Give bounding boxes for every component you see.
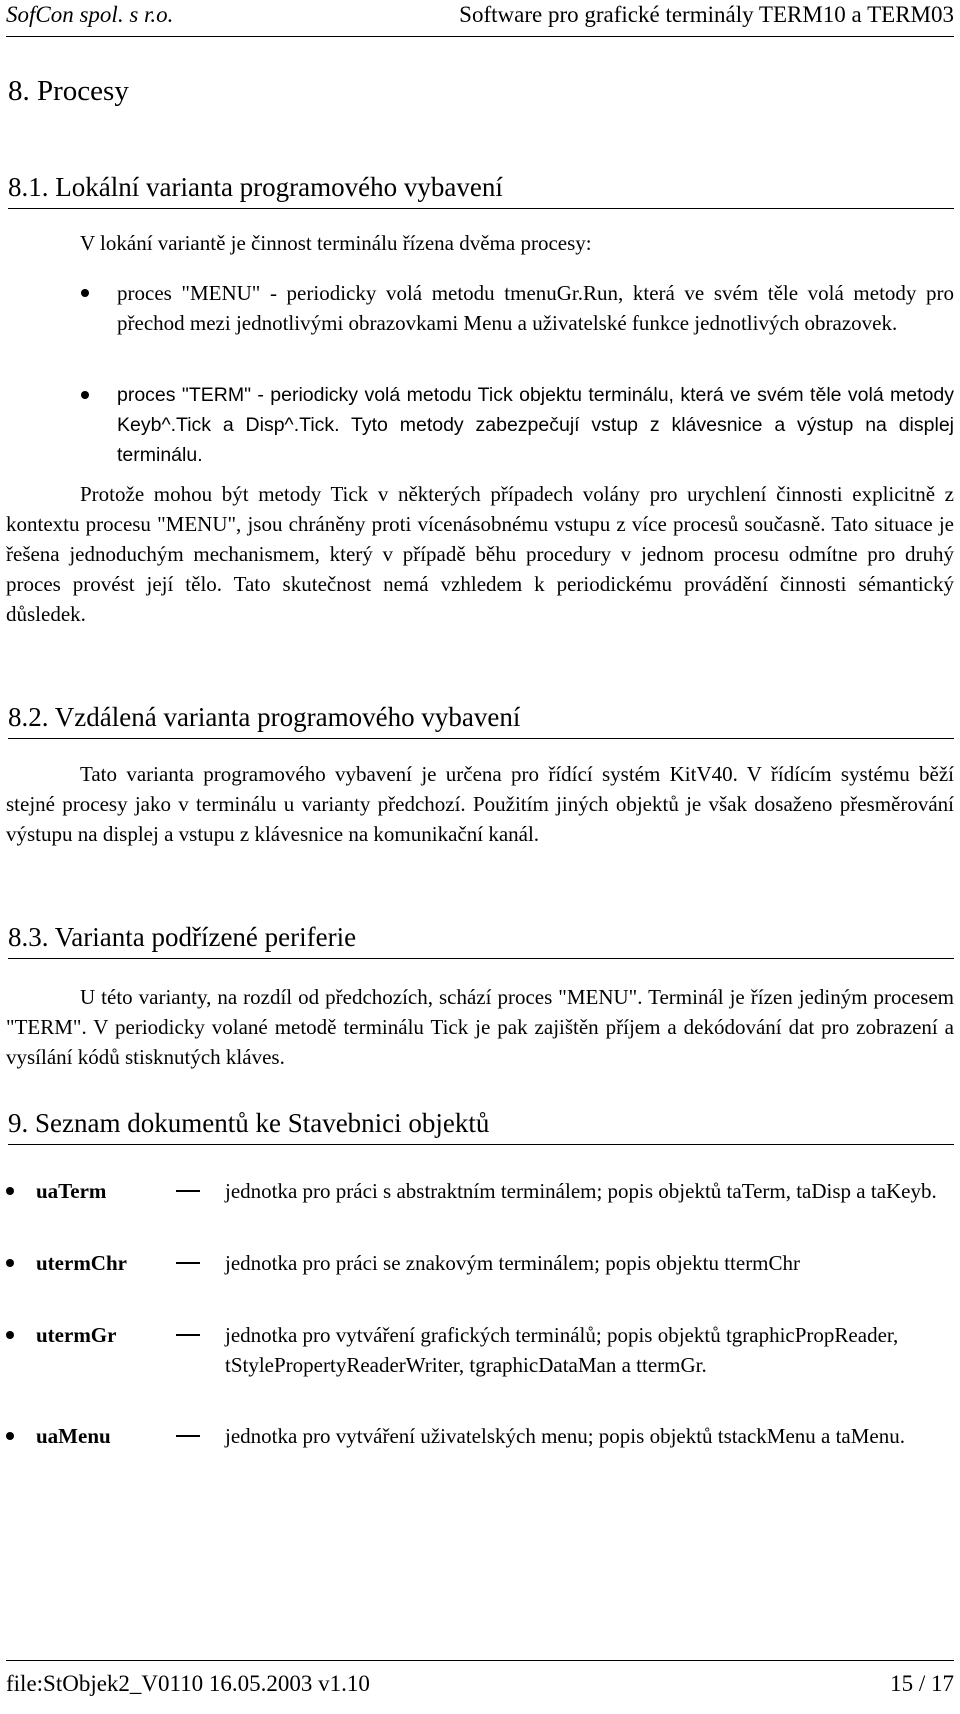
section-8-1-paragraph bbox=[6, 479, 954, 629]
unit-name: uaTerm bbox=[36, 1179, 107, 1203]
section-8-2-paragraph bbox=[6, 759, 954, 849]
dash-separator bbox=[176, 1334, 200, 1336]
section-9-heading: 9. Seznam dokumentů ke Stavebnici objektů bbox=[8, 1106, 954, 1145]
bullet-dot bbox=[6, 1187, 14, 1195]
page-header bbox=[6, 0, 954, 37]
section-8-heading: 8. Procesy bbox=[8, 75, 129, 107]
unit-description: jednotka pro práci s abstraktním terminálem; popis objektů taTerm, taDisp a taKeyb. bbox=[225, 1179, 937, 1203]
section-8-1-heading: 8.1. Lokální varianta programového vybavení bbox=[8, 170, 954, 209]
unit-name: uaMenu bbox=[36, 1424, 111, 1448]
file-info: file:StObjek2_V0110 16.05.2003 v1.10 bbox=[6, 1671, 370, 1696]
section-8-2-heading: 8.2. Vzdálená varianta programového vybavení bbox=[8, 700, 954, 739]
company-name: SofCon spol. s r.o. bbox=[6, 2, 174, 27]
unit-description: jednotka pro práci se znakovým terminálem; popis objektu ttermChr bbox=[225, 1251, 801, 1275]
bullet-dot bbox=[81, 391, 89, 399]
dash-separator bbox=[176, 1190, 200, 1192]
section-8-3-heading: 8.3. Varianta podřízené periferie bbox=[8, 920, 954, 959]
bullet-text: proces "TERM" - periodicky volá metodu Tick objektu terminálu, která ve svém těle volá metody Keyb^.Tick a Disp^.Tick. Tyto metody zabezpečují vstup z klávesnice a výstup na displej terminálu. bbox=[117, 384, 954, 466]
dash-separator bbox=[176, 1262, 200, 1264]
bullet-dot bbox=[81, 289, 89, 297]
process-bullet-menu bbox=[117, 278, 954, 338]
bullet-dot bbox=[6, 1432, 14, 1440]
page-number: 15 / 17 bbox=[890, 1671, 954, 1696]
paragraph-text: Tato varianta programového vybavení je určena pro řídící systém KitV40. V řídícím systému běží stejné procesy jako v terminálu u varianty předchozí. Použitím jiných objektů je však dosaženo přesměrování výstupu na displej a vstupu z klávesnice na komunikační kanál. bbox=[6, 762, 954, 846]
bullet-dot bbox=[6, 1331, 14, 1339]
document-title: Software pro grafické terminály TERM10 a TERM03 bbox=[459, 2, 954, 27]
unit-description: jednotka pro vytváření uživatelských menu; popis objektů tstackMenu a taMenu. bbox=[225, 1424, 905, 1448]
page-footer bbox=[6, 1660, 954, 1713]
section-8-3-paragraph bbox=[6, 982, 954, 1072]
process-bullet-term bbox=[117, 380, 954, 470]
unit-description: jednotka pro vytváření grafických terminálů; popis objektů tgraphicPropReader, tStylePropertyReaderWriter, tgraphicDataMan a ttermGr. bbox=[225, 1323, 899, 1377]
paragraph-text: U této varianty, na rozdíl od předchozích, schází proces "MENU". Terminál je řízen jediným procesem "TERM". V periodicky volané metodě terminálu Tick je pak zajištěn příjem a dekódování dat pro zobrazení a vysílání kódů stisknutých kláves. bbox=[6, 985, 954, 1069]
section-8-1-intro: V lokání variantě je činnost terminálu řízena dvěma procesy: bbox=[80, 231, 592, 255]
bullet-dot bbox=[6, 1259, 14, 1267]
dash-separator bbox=[176, 1435, 200, 1437]
unit-name: utermChr bbox=[36, 1251, 127, 1275]
bullet-text: proces "MENU" - periodicky volá metodu tmenuGr.Run, která ve svém těle volá metody pro přechod mezi jednotlivými obrazovkami Menu a uživatelské funkce jednotlivých obrazovek. bbox=[117, 281, 954, 335]
unit-name: utermGr bbox=[36, 1323, 117, 1347]
paragraph-text: Protože mohou být metody Tick v některých případech volány pro urychlení činnosti explicitně z kontextu procesu "MENU", jsou chráněny proti vícenásobnému vstupu z více procesů současně. Tato situace je řešena jednoduchým mechanismem, který v případě běhu procedury v jednom procesu odmítne pro druhý proces provést její tělo. Tato skutečnost nemá vzhledem k periodickému provádění činnosti sémantický důsledek. bbox=[6, 482, 954, 626]
